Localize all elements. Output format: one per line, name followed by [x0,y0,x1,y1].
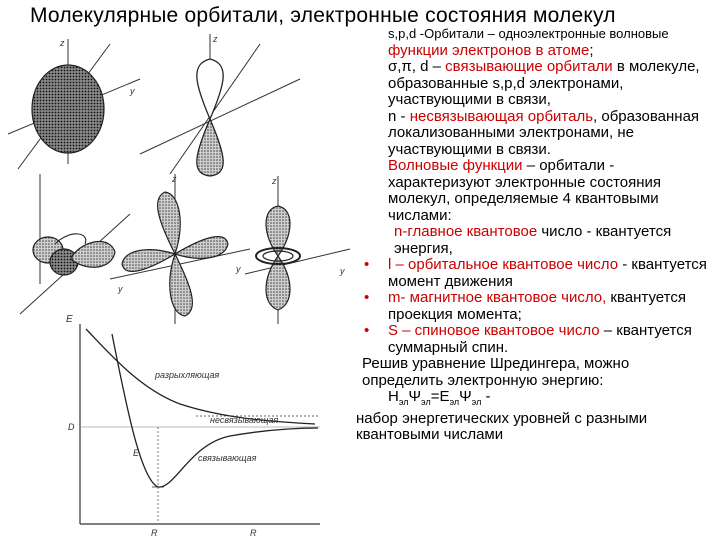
y-axis-label: y [340,266,345,276]
text-column [356,26,708,444]
eq-part: =E [430,388,450,405]
p-orbital [140,34,300,176]
eq-sub: эл [421,397,431,407]
eq-sub: эл [398,397,409,407]
bullet-icon: • [364,256,370,273]
paragraph-orbitals [356,26,708,59]
d-label: D [68,422,75,432]
page-title: Молекулярные орбитали, электронные состояния молекул [30,4,616,27]
d-orbital [110,174,250,324]
eq-sub: эл [449,397,460,407]
schrodinger-equation [356,389,708,411]
text-span-red: l – орбитальное квантовое число [388,256,619,273]
z-axis-label: z [213,34,218,44]
energy-curve-graph [66,314,320,538]
eq-part: H [388,388,399,405]
text-span-red: Волновые функции [388,157,523,174]
text-span: – орбитали - характеризуют электронные состояния молекул, определяемые 4 квантовыми числами: [388,157,662,224]
text-span: набор энергетических уровней с разными квантовыми числами [356,409,648,443]
s-orbital [8,38,140,169]
paragraph-nonbonding [356,109,708,159]
text-span: σ,π, d – [388,58,446,75]
bullet-magnetic-number [356,290,708,323]
text-span: число - квантуется энергия, [394,223,672,257]
eq-part: Ψ [408,388,422,405]
bonding-curve [112,334,318,487]
bullet-icon: • [364,289,370,306]
z-axis-label: z [272,176,277,186]
text-span: в молекуле, образованные s,p,d электронами, участвующими в связи, [388,58,700,108]
z-axis-label: z [172,174,177,184]
paragraph-schrodinger [356,356,708,389]
antibonding-label: разрыхляющая [155,370,220,380]
paragraph-bonding [356,59,708,109]
eq-part: Ψ [459,388,472,405]
text-span: n - [388,107,410,125]
text-span-red: функции электронов в атоме [388,41,590,59]
text-span-red: m- магнитное квантовое число, [388,289,607,306]
z-axis-label: z [60,38,65,48]
y-axis-label: y [236,264,241,274]
paragraph-principal [356,224,708,257]
nonbonding-label: несвязывающая [210,415,279,425]
energy-axis-label: E [66,314,73,325]
text-span: Решив уравнение Шредингера, можно определить электронную энергию: [362,355,630,389]
text-span-red: несвязывающая орбиталь [409,107,594,125]
ed-label: E [133,448,140,458]
y-axis-label: y [118,284,123,294]
text-span: s,p,d -Орбитали – одноэлектронные волновые [388,26,669,41]
paragraph-levels [356,411,708,444]
text-span: квантуется проекция момента; [388,289,686,323]
sp-orbital [20,174,130,314]
text-span: ; [589,41,594,59]
bullet-orbital-number [356,257,708,290]
dz2-orbital [245,176,350,324]
bullet-icon: • [364,322,370,339]
paragraph-wavefunctions [356,158,708,224]
text-span-red: n-главное квантовое [394,223,538,240]
text-span: – квантуется суммарный спин. [388,322,692,356]
y-axis-label: y [130,86,135,96]
bullet-spin-number [356,323,708,356]
text-span: - квантуется момент движения [388,256,707,290]
orbital-diagram [0,24,356,540]
text-span-red: S – спиновое квантовое число [388,322,600,339]
text-span: , образованная локализованными электронами, не участвующими в связи. [388,107,700,158]
r0-label: R [151,528,158,538]
rab-label: R [250,528,257,538]
eq-part: - [481,388,491,405]
eq-sub: эл [471,397,482,407]
bonding-label: связывающая [198,453,257,463]
text-span-red: связывающие орбитали [445,58,613,75]
